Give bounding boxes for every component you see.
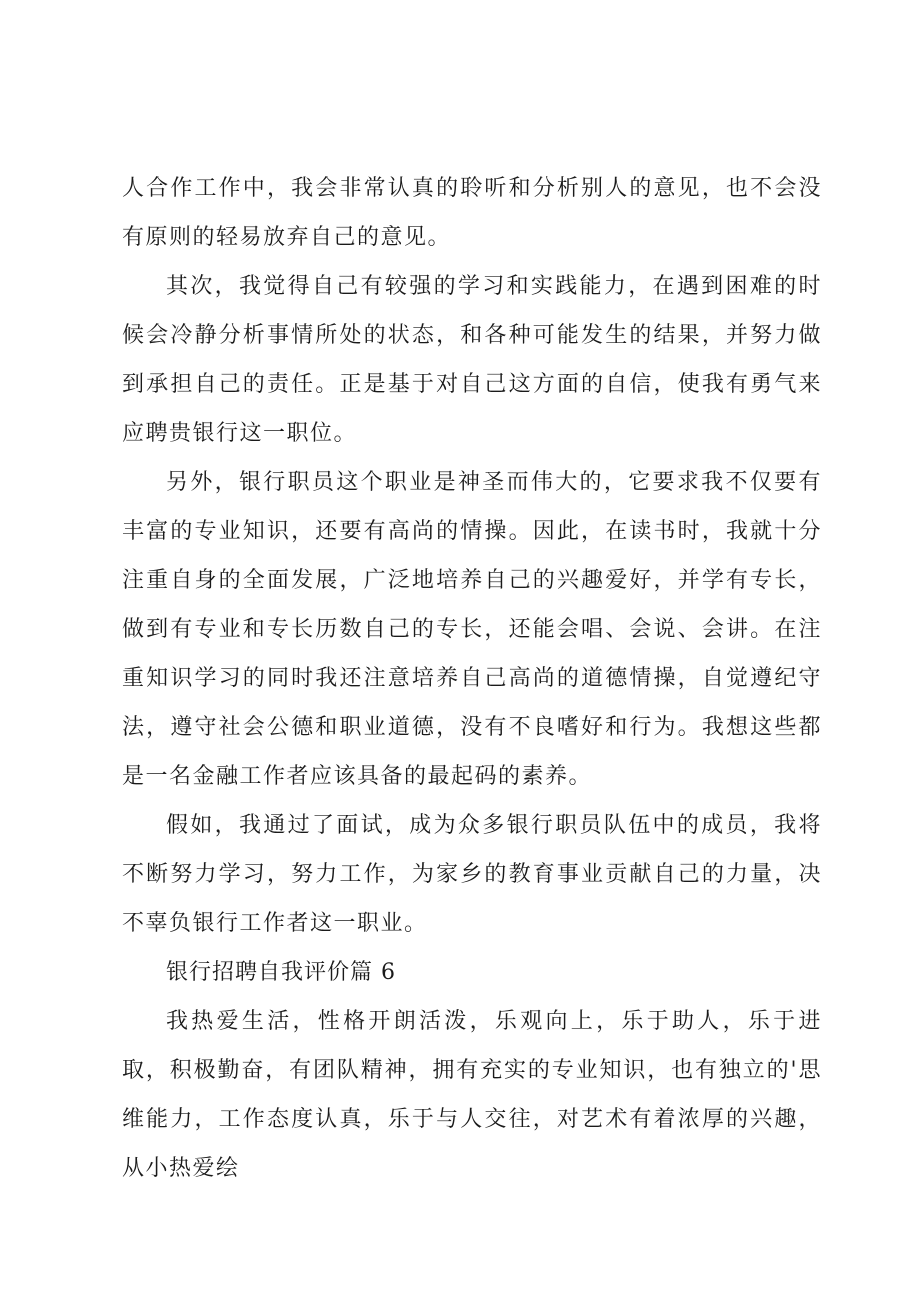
section-heading: 银行招聘自我评价篇 6 bbox=[166, 960, 396, 985]
paragraph-profession: 另外，银行职员这个职业是神圣而伟大的，它要求我不仅要有丰富的专业知识，还要有高尚的情操。因此，在读书时，我就十分注重自身的全面发展，广泛地培养自己的兴趣爱好，并学有专长，做到有专业和专长历数自己的专长，还能会唱、会说、会讲。在注重知识学习的同时我还注意培养自己高尚的道德情操，自觉遵纪守法，遵守社会公德和职业道德，没有不良嗜好和行为。我想这些都是一名金融工作者应该具备的最起码的素养。 bbox=[122, 470, 822, 789]
paragraph-commitment: 假如，我通过了面试，成为众多银行职员队伍中的成员，我将不断努力学习，努力工作，为家乡的教育事业贡献自己的力量，决不辜负银行工作者这一职业。 bbox=[122, 813, 822, 936]
document-body bbox=[122, 164, 822, 1193]
paragraph-self-evaluation: 我热爱生活，性格开朗活泼，乐观向上，乐于助人，乐于进取，积极勤奋，有团队精神，拥有充实的专业知识，也有独立的'思维能力，工作态度认真，乐于与人交往，对艺术有着浓厚的兴趣，从小热爱绘 bbox=[122, 1009, 822, 1181]
paragraph-abilities: 其次，我觉得自己有较强的学习和实践能力，在遇到困难的时候会冷静分析事情所处的状态，和各种可能发生的结果，并努力做到承担自己的责任。正是基于对自己这方面的自信，使我有勇气来应聘贵银行这一职位。 bbox=[122, 274, 822, 446]
paragraph-continuation: 人合作工作中，我会非常认真的聆听和分析别人的意见，也不会没有原则的轻易放弃自己的意见。 bbox=[122, 176, 822, 250]
